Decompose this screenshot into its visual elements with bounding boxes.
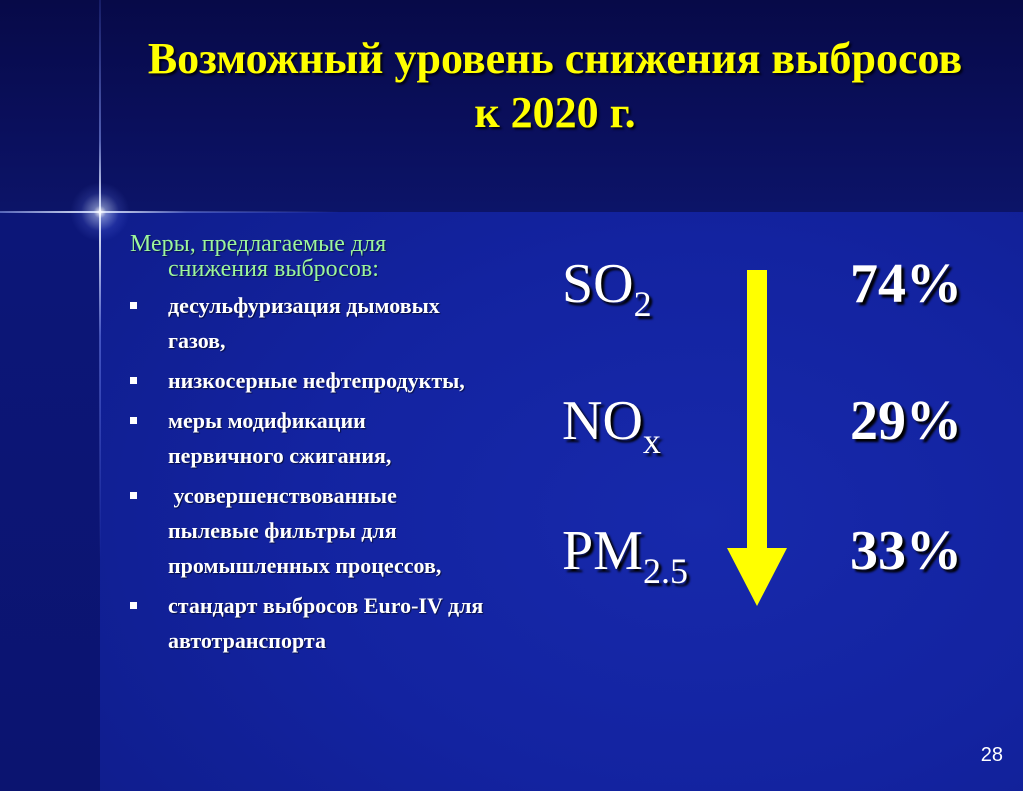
page-number: 28 [980,744,1003,766]
reduction-value: 33% [850,520,962,582]
flare-glow [70,182,130,242]
slide-title-line-2: к 2020 г. [474,88,636,137]
measures-heading-line-1: Меры, предлагаемые для [130,231,387,257]
slide-title-line-1: Возможный уровень снижения выбросов [147,34,963,83]
square-bullet-icon [130,377,137,384]
flare-horizontal-line [0,211,340,213]
pollutant-subscript: 2.5 [642,551,688,591]
measure-line: десульфуризация дымовых [168,293,440,318]
measure-line: стандарт выбросов Euro-IV для [168,593,484,618]
pollutant-formula [562,520,688,591]
measure-line: первичного сжигания, [168,443,392,468]
measures-list [168,288,548,663]
measures-heading [130,232,386,282]
pollutant-formula [562,390,661,461]
measure-item [168,403,548,473]
square-bullet-icon [130,492,137,499]
down-arrow-icon [720,265,795,615]
measure-item [168,588,548,658]
pollutant-formula [562,253,652,324]
measure-line: автотранспорта [168,628,327,653]
square-bullet-icon [130,302,137,309]
square-bullet-icon [130,417,137,424]
measure-item [168,363,548,398]
measure-item [168,478,548,583]
slide-title [100,32,1010,140]
measure-line: усовершенствованные [168,483,397,508]
measure-line: пылевые фильтры для [168,518,397,543]
pollutant-symbol: PM [562,520,643,582]
measures-heading-line-2: снижения выбросов: [168,256,379,282]
pollutant-subscript: x [642,421,661,461]
reduction-value: 29% [850,390,962,452]
pollutant-symbol: SO [562,253,634,315]
measure-line: низкосерные нефтепродукты, [168,368,465,393]
square-bullet-icon [130,602,137,609]
measure-item [168,288,548,358]
reduction-value: 74% [850,253,962,315]
measure-line: промышленных процессов, [168,553,442,578]
measure-line: газов, [168,328,226,353]
pollutant-symbol: NO [562,390,643,452]
left-band [0,212,100,791]
measure-line: меры модификации [168,408,366,433]
pollutant-subscript: 2 [633,284,652,324]
